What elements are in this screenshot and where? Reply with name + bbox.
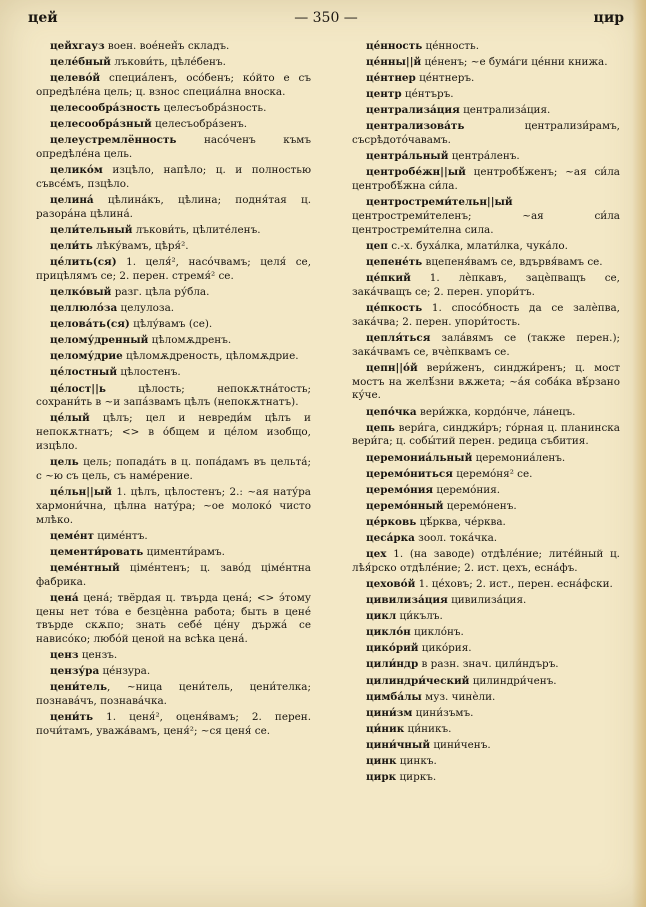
entry-definition: центробѣ́женъ; ~ая си́ла центробѣ́жна си́ла. — [352, 166, 620, 193]
dictionary-entry — [352, 691, 620, 705]
entry-definition: лъкови́ть, цѣле́бенъ. — [110, 56, 226, 69]
entry-definition: вери́женъ, синджи́ренъ; ц. мост мостъ на желѣ́зни вѫжета; ~а́я соба́ка вѣ́рзано ку́че. — [352, 361, 620, 402]
entry-headword: це́лост||ь — [50, 382, 106, 395]
entry-definition: 1. лѐпкавъ, зацѐпващъ се, зака́чващъ се; 2. перен. упори́тъ. — [352, 272, 620, 299]
dictionary-entry — [36, 102, 311, 116]
entry-headword: це́лый — [50, 412, 90, 425]
entry-definition: цинкъ. — [396, 755, 437, 768]
entry-headword: це́рковь — [366, 515, 417, 528]
entry-headword: цепене́ть — [366, 256, 423, 269]
entry-headword: целому́дренный — [50, 334, 149, 347]
entry-headword: централизова́ть — [366, 120, 465, 133]
entry-headword: целова́ть(ся) — [50, 318, 130, 331]
entry-definition: це́нтнеръ. — [415, 72, 475, 85]
entry-headword: цеп — [366, 240, 388, 253]
dictionary-entry — [352, 72, 620, 86]
entry-definition: центра́ленъ. — [448, 150, 520, 163]
dictionary-entry — [352, 196, 620, 237]
entry-headword: централиза́ция — [366, 104, 460, 117]
entry-headword: цико́рий — [366, 642, 419, 655]
entry-headword: цени́тель — [50, 681, 108, 694]
entry-definition: вери́жка, кордо́нче, ла́нецъ. — [416, 405, 576, 418]
entry-definition: цѣломѫдреность, цѣломѫдрие. — [122, 350, 299, 363]
entry-definition: церемо́ния. — [433, 483, 501, 496]
entry-headword: цепо́чка — [366, 405, 417, 418]
entry-definition: цѣлостенъ. — [117, 366, 181, 379]
entry-headword: цейхгауз — [50, 40, 105, 52]
entry-definition: целулоза. — [117, 302, 175, 315]
dictionary-entry — [36, 256, 311, 284]
right-column — [352, 40, 620, 787]
entry-definition: целесъобра́зность. — [160, 102, 267, 115]
entry-definition: 1. спосо́бность да се залѐпва, зака́чва; 2. перен. упори́тость. — [352, 302, 620, 328]
dictionary-entry — [36, 134, 311, 162]
page-number: — 350 — — [294, 10, 358, 26]
entry-headword: це́льн||ый — [50, 486, 112, 499]
dictionary-entry — [36, 350, 311, 364]
dictionary-entry — [36, 366, 311, 380]
dictionary-entry — [36, 72, 311, 100]
entry-headword: цель — [50, 456, 79, 469]
entry-definition: 1. целя́², насо́чвамъ; целя́ се, прицѣлямъ се; 2. перен. стремя́² се. — [36, 256, 311, 282]
entry-headword: цеса́рка — [366, 532, 415, 545]
entry-headword: целеустремлённость — [50, 134, 177, 147]
entry-definition: , ~ница цени́тель, цени́телка; познава́чъ, познава́чка. — [36, 681, 311, 708]
entry-definition: цѣлу́вамъ (се). — [129, 318, 213, 331]
dictionary-entry — [36, 56, 311, 70]
entry-headword: целесообра́зный — [50, 118, 152, 131]
entry-headword: цили́ндр — [366, 658, 419, 671]
dictionary-entry — [36, 681, 311, 709]
entry-headword: цеме́нтный — [50, 561, 120, 574]
entry-headword: церемо́нный — [366, 499, 444, 512]
dictionary-entry — [352, 707, 620, 721]
entry-headword: центробе́жн||ый — [366, 166, 466, 179]
entry-headword: целе́бный — [50, 56, 111, 69]
page-header — [28, 10, 624, 34]
dictionary-entry — [36, 194, 311, 222]
left-column — [36, 40, 311, 741]
entry-definition: вери́га, синджи́ръ; го́рная ц. планинска вери́га; ц. собы́тий перен. редица събития. — [352, 421, 620, 448]
entry-definition: цини́зъмъ. — [412, 706, 474, 719]
entry-definition: цѣлъ; цел и невреди́м цѣлъ и непокѫтнатъ; <> в о́бщем и це́лом изобщо, изцѣло. — [36, 412, 311, 453]
dictionary-entry — [36, 118, 311, 132]
entry-definition: централизи́рамъ, съсрѣдото́чавамъ. — [352, 120, 620, 147]
entry-headword: цели́тельный — [50, 223, 133, 236]
entry-headword: целико́м — [50, 164, 103, 177]
dictionary-entry — [352, 56, 620, 70]
entry-definition: муз. чинѐли. — [421, 690, 496, 703]
entry-headword: цинк — [366, 755, 397, 768]
entry-definition: лѣку́вамъ, цѣря́². — [92, 240, 189, 253]
entry-headword: церемо́ния — [366, 483, 434, 496]
entry-headword: це́лостный — [50, 366, 118, 379]
entry-headword: целлюло́за — [50, 302, 118, 315]
dictionary-entry — [36, 486, 311, 527]
dictionary-entry — [352, 642, 620, 656]
entry-definition: 1. цѣлъ, цѣлостенъ; 2.: ~ая нату́ра хармони́чна, цѣлна нату́ра; ~ое молоко́ чисто млѣко. — [36, 486, 311, 526]
entry-definition: цикло́нъ. — [410, 626, 464, 639]
entry-headword: целому́дрие — [50, 350, 123, 363]
dictionary-entry — [36, 318, 311, 332]
dictionary-entry — [352, 272, 620, 300]
dictionary-entry — [352, 302, 620, 330]
dictionary-entry — [36, 530, 311, 544]
entry-headword: цимба́лы — [366, 690, 422, 703]
dictionary-entry — [352, 532, 620, 546]
entry-headword: цилиндри́ческий — [366, 674, 470, 687]
entry-definition: церемониа́ленъ. — [472, 451, 566, 464]
entry-definition: целесъобра́зенъ. — [151, 118, 248, 131]
entry-definition: ци́никъ. — [404, 722, 452, 735]
dictionary-entry — [352, 120, 620, 148]
dictionary-entry — [36, 562, 311, 590]
entry-headword: це́пкий — [366, 272, 411, 285]
dictionary-entry — [36, 383, 311, 411]
entry-headword: центра́льный — [366, 150, 449, 163]
entry-definition: 1. це́ховъ; 2. ист., перен. есна́фски. — [415, 578, 613, 591]
dictionary-entry — [36, 302, 311, 316]
dictionary-entry — [352, 594, 620, 608]
entry-definition: цѣлость; непокѫтна́тость; сохрани́ть в ~и запа́звамъ цѣлъ (непокѫтнатъ). — [36, 382, 311, 409]
entry-headword: церемониа́льный — [366, 451, 473, 464]
entry-headword: цеме́нт — [50, 529, 94, 542]
dictionary-entry — [352, 362, 620, 403]
entry-definition: цѣ́рква, че́рква. — [416, 515, 506, 528]
entry-headword: ци́ник — [366, 722, 405, 735]
entry-definition: зала́вямъ се (также перен.); зака́чвамъ се, вчѐпквамъ се. — [352, 332, 620, 358]
entry-headword: цени́ть — [50, 711, 94, 724]
dictionary-entry — [352, 422, 620, 450]
entry-definition: церемо́ненъ. — [443, 499, 517, 512]
entry-headword: цели́ть — [50, 240, 93, 253]
entry-definition: с.-х. буха́лка, млати́лка, чука́ло. — [387, 240, 568, 253]
dictionary-entry — [352, 468, 620, 482]
dictionary-entry — [36, 665, 311, 679]
entry-headword: цикл — [366, 610, 397, 623]
dictionary-entry — [352, 675, 620, 689]
entry-definition: цини́ченъ. — [430, 738, 491, 751]
dictionary-entry — [352, 484, 620, 498]
dictionary-entry — [36, 286, 311, 300]
entry-headword: целесообра́зность — [50, 102, 161, 115]
entry-definition: циркъ. — [396, 771, 437, 784]
dictionary-entry — [352, 578, 620, 592]
entry-headword: центр — [366, 88, 402, 101]
entry-headword: цех — [366, 548, 387, 561]
entry-headword: цепь — [366, 421, 395, 434]
entry-headword: ценз — [50, 649, 79, 662]
entry-definition: цѣлина́къ, цѣлина; подня́тая ц. разора́на цѣлина́. — [36, 194, 311, 220]
dictionary-entry — [36, 456, 311, 484]
entry-headword: цикло́н — [366, 626, 411, 639]
dictionary-entry — [352, 771, 620, 785]
entry-definition: цѣломѫдренъ. — [148, 334, 232, 347]
entry-definition: 1. ценя́², оценя́вамъ; 2. перен. почи́тамъ, уважа́вамъ, ценя́²; ~ся ценя́ се. — [36, 711, 311, 738]
dictionary-entry — [352, 240, 620, 254]
dictionary-entry — [36, 649, 311, 663]
dictionary-entry — [36, 334, 311, 348]
entry-headword: цехово́й — [366, 578, 416, 591]
dictionary-entry — [352, 406, 620, 420]
dictionary-entry — [352, 500, 620, 514]
entry-headword: цини́зм — [366, 706, 413, 719]
dictionary-entry — [352, 256, 620, 270]
entry-definition: разг. цѣла ру́бла. — [111, 286, 210, 299]
dictionary-entry — [352, 452, 620, 466]
dictionary-entry — [352, 332, 620, 360]
entry-headword: це́нны||й — [366, 56, 422, 69]
entry-headword: цирк — [366, 771, 397, 784]
dictionary-entry — [352, 40, 620, 54]
entry-definition: цивилиза́ция. — [447, 594, 527, 607]
entry-definition: специа́ленъ, осо́бенъ; ко́йто е съ опредѣле́на цель; ц. взнос специа́лна вноска. — [36, 72, 311, 98]
entry-definition: изцѣло, напѣло; ц. и полностью съвсе́мъ, пзцѣло. — [36, 164, 311, 190]
dictionary-entry — [352, 723, 620, 737]
dictionary-entry — [352, 516, 620, 530]
entry-headword: це́нтнер — [366, 72, 416, 85]
entry-headword: целево́й — [50, 72, 101, 85]
entry-definition: це́нзура. — [99, 665, 151, 678]
entry-headword: цивилиза́ция — [366, 594, 448, 607]
dictionary-entry — [352, 150, 620, 164]
entry-headword: цини́чный — [366, 738, 431, 751]
entry-definition: лъкови́ть, цѣлите́ленъ. — [132, 223, 261, 236]
entry-definition: насо́ченъ къмъ опредѣле́на цель. — [36, 134, 311, 161]
entry-definition: цена́; твёрдая ц. твърда цена́; <> э́тому цены нет то́ва е безцѐнна работа; быть в цене́ твърде скѫпо; знать себе́ це́ну държа́ се нависо́ко; любо́й ценой на всѣка цена́. — [36, 591, 311, 646]
entry-definition: це́нность. — [422, 40, 480, 52]
dictionary-entry — [36, 546, 311, 560]
dictionary-entry — [352, 755, 620, 769]
dictionary-entry — [352, 88, 620, 102]
dictionary-entry — [352, 548, 620, 576]
entry-definition: цименти́рамъ. — [143, 545, 225, 558]
entry-definition: цель; попада́ть в ц. попа́дамъ въ цельта́; с ~ю съ цель, съ наме́рение. — [36, 456, 311, 482]
entry-headword: цена́ — [50, 591, 79, 604]
entry-definition: вцепеня́вамъ се, вдървя́вамъ се. — [422, 256, 603, 269]
entry-definition: ци́кълъ. — [396, 610, 443, 623]
dictionary-entry — [352, 626, 620, 640]
entry-headword: це́пкость — [366, 302, 423, 315]
entry-definition: цико́рия. — [418, 642, 472, 655]
entry-definition: 1. (на заводе) отдѣле́ние; лите́йный ц. лѣя́рско отдѣле́ние; 2. ист. цехъ, есна́фъ. — [352, 548, 620, 574]
entry-headword: цепн||о́й — [366, 361, 418, 374]
entry-definition: центростреми́теленъ; ~ая си́ла центростреми́телна сила. — [352, 210, 620, 236]
dictionary-entry — [36, 40, 311, 54]
entry-headword: це́нность — [366, 40, 423, 52]
entry-definition: в разн. знач. цили́ндъръ. — [418, 658, 559, 671]
entry-definition: це́нтъръ. — [401, 88, 454, 101]
entry-definition: зоол. тока́чка. — [414, 532, 498, 545]
entry-definition: ціме́нтенъ; ц. заво́д ціме́нтна фабрика. — [36, 561, 311, 588]
entry-definition: воен. вое́нен̌ъ складъ. — [104, 40, 230, 52]
dictionary-entry — [36, 224, 311, 238]
entry-definition: циме́нтъ. — [93, 529, 148, 542]
entry-headword: цензу́ра — [50, 665, 100, 678]
entry-headword: церемо́ниться — [366, 467, 453, 480]
entry-headword: целина́ — [50, 194, 94, 207]
dictionary-entry — [36, 164, 311, 192]
entry-headword: центростреми́тельн||ый — [366, 196, 513, 209]
dictionary-entry — [352, 104, 620, 118]
entry-definition: церемо́ня² се. — [452, 467, 533, 480]
entry-headword: целко́вый — [50, 286, 112, 299]
dictionary-entry — [352, 658, 620, 672]
entry-definition: цензъ. — [78, 649, 118, 662]
entry-headword: це́лить(ся) — [50, 256, 117, 269]
entry-headword: цепля́ться — [366, 332, 431, 344]
header-right-guideword: цир — [593, 10, 624, 26]
header-left-guideword: цей — [28, 10, 58, 26]
dictionary-entry — [36, 240, 311, 254]
dictionary-entry — [352, 739, 620, 753]
dictionary-entry — [352, 610, 620, 624]
entry-headword: цементи́ровать — [50, 545, 144, 558]
dictionary-entry — [36, 412, 311, 453]
entry-definition: це́ненъ; ~е бума́ги це́нни книжа. — [421, 56, 608, 69]
entry-definition: цилиндри́ченъ. — [469, 674, 557, 687]
dictionary-entry — [36, 711, 311, 739]
entry-definition: централиза́ция. — [459, 104, 551, 117]
dictionary-entry — [352, 166, 620, 194]
dictionary-entry — [36, 592, 311, 647]
